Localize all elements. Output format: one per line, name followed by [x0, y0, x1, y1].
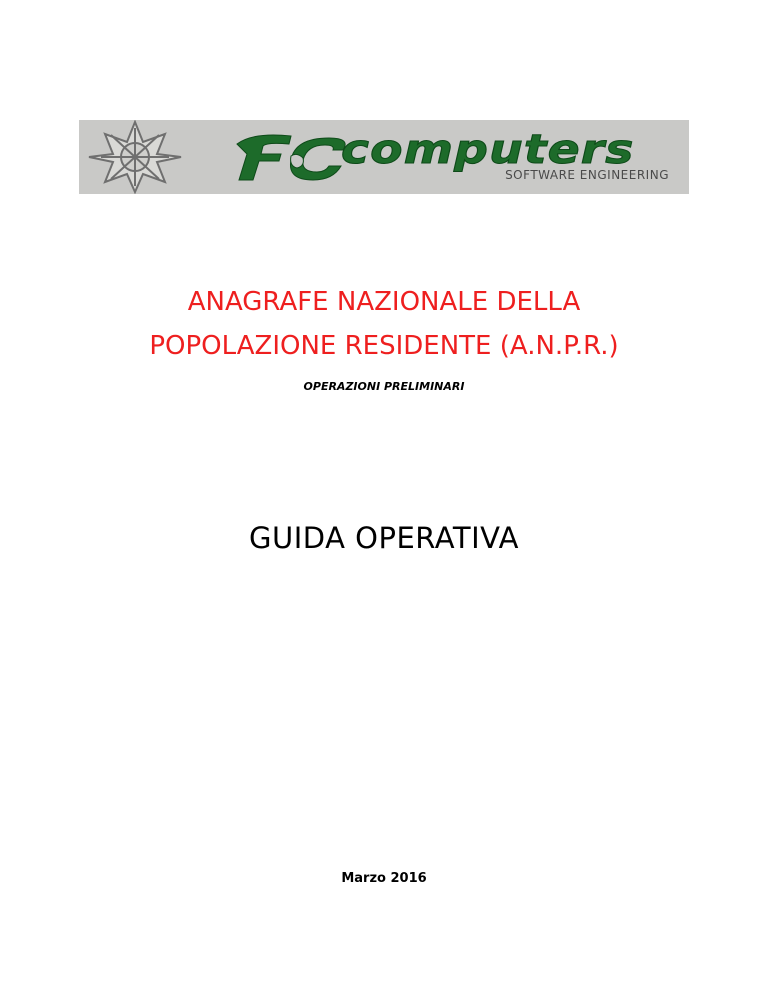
publication-date: Marzo 2016 [341, 871, 427, 886]
star-emblem-icon [81, 120, 189, 194]
logo-tagline: SOFTWARE ENGINEERING [505, 168, 669, 182]
fc-monogram-icon [233, 130, 351, 182]
document-subtitle: OPERAZIONI PRELIMINARI [303, 380, 465, 393]
logo-wordmark: computers [341, 127, 635, 173]
document-title-line-2: POPOLAZIONE RESIDENTE (A.N.P.R.) [149, 331, 619, 361]
company-logo [79, 120, 689, 194]
document-title-line-1: ANAGRAFE NAZIONALE DELLA [187, 287, 581, 317]
document-type-heading: GUIDA OPERATIVA [249, 521, 519, 555]
